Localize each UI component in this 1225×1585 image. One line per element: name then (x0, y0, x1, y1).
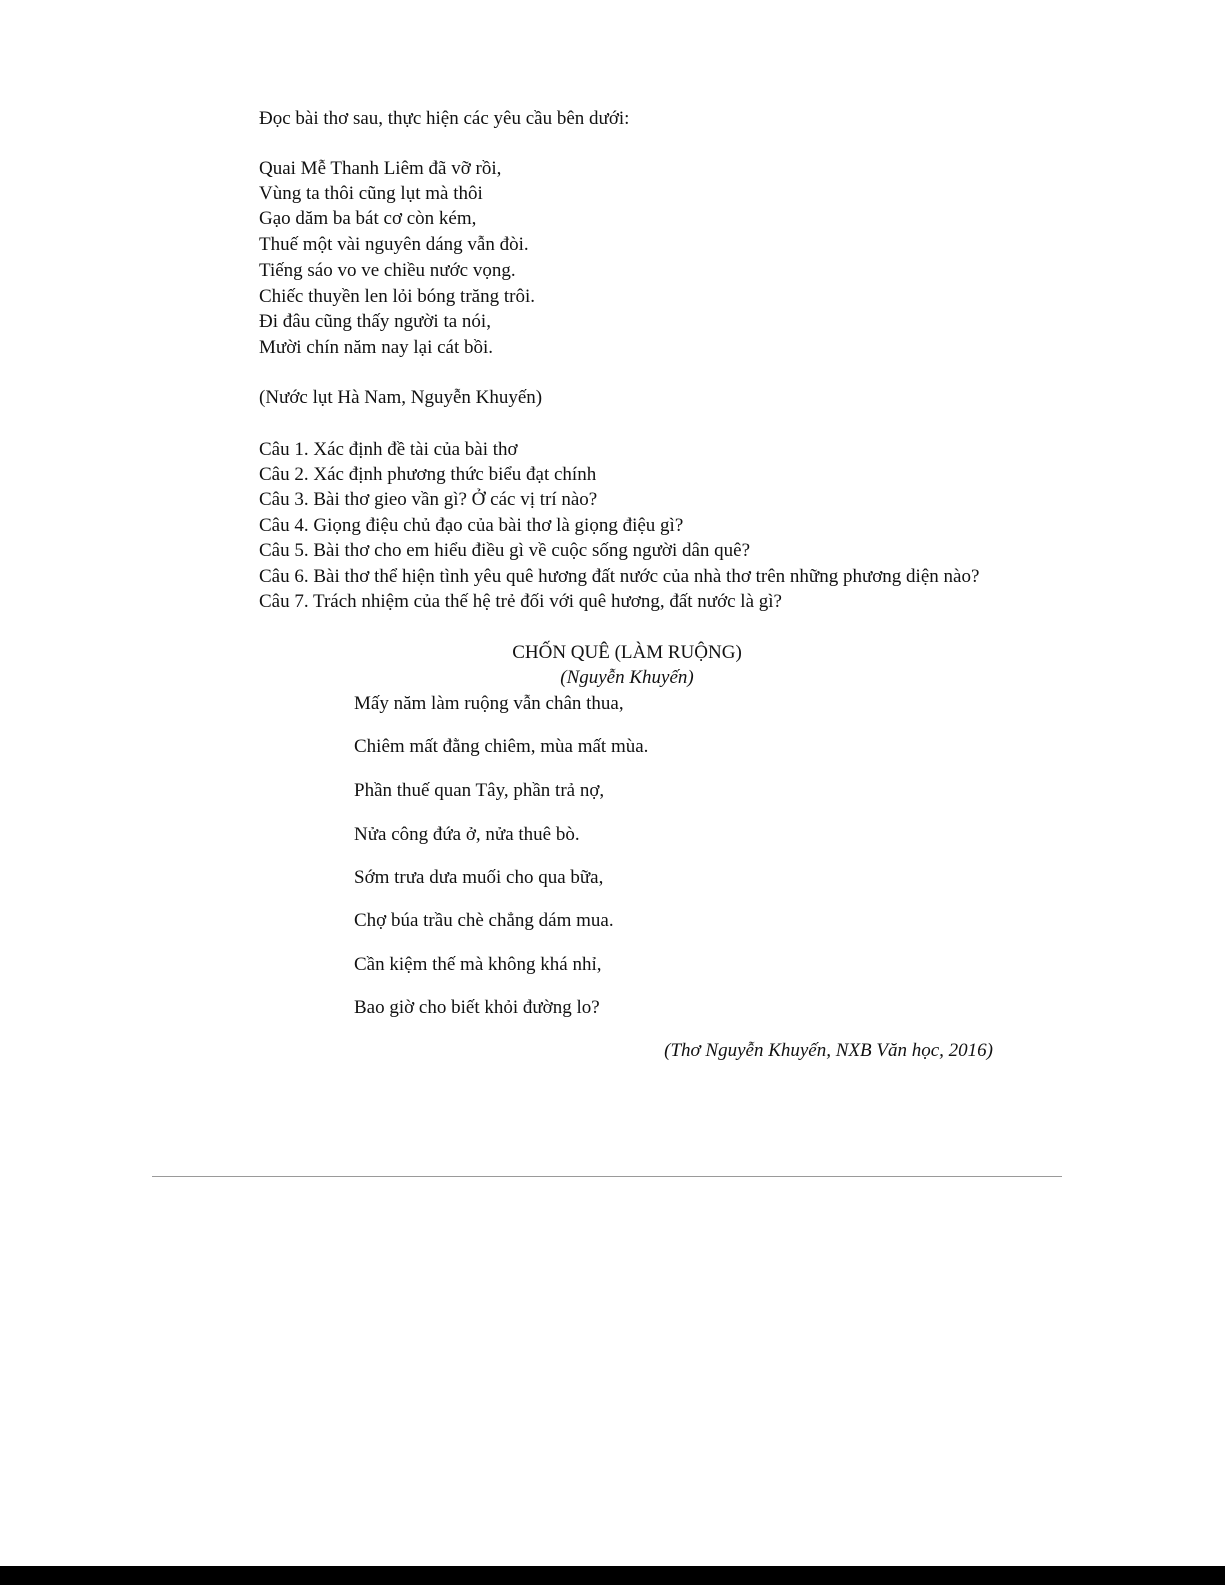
poem-1-line: Gạo dăm ba bát cơ còn kém, (259, 208, 477, 229)
poem-1-line: Đi đâu cũng thấy người ta nói, (259, 311, 491, 332)
question-item: Câu 5. Bài thơ cho em hiểu điều gì về cuộc sống người dân quê? (259, 540, 751, 561)
poem-1-line: Thuế một vài nguyên dáng vẫn đòi. (259, 234, 529, 255)
poem-2-source: (Thơ Nguyễn Khuyến, NXB Văn học, 2016) (664, 1040, 993, 1061)
instruction-text: Đọc bài thơ sau, thực hiện các yêu cầu bên dưới: (259, 108, 630, 129)
question-item: Câu 2. Xác định phương thức biểu đạt chính (259, 464, 597, 485)
poem-1-line: Chiếc thuyền len lỏi bóng trăng trôi. (259, 286, 535, 307)
question-item: Câu 3. Bài thơ gieo vần gì? Ở các vị trí nào? (259, 489, 598, 510)
poem-2-line: Chiêm mất đằng chiêm, mùa mất mùa. (354, 736, 649, 757)
question-item: Câu 6. Bài thơ thể hiện tình yêu quê hương đất nước của nhà thơ trên những phương diện nào? (259, 566, 980, 587)
poem-1-line: Vùng ta thôi cũng lụt mà thôi (259, 183, 483, 204)
question-item: Câu 4. Giọng điệu chủ đạo của bài thơ là giọng điệu gì? (259, 515, 684, 536)
poem-2-title: CHỐN QUÊ (LÀM RUỘNG) (512, 642, 742, 663)
poem-2-line: Mấy năm làm ruộng vẫn chân thua, (354, 693, 624, 714)
horizontal-divider (152, 1176, 1062, 1177)
poem-2-line: Chợ búa trầu chè chẳng dám mua. (354, 910, 614, 931)
question-item: Câu 7. Trách nhiệm của thế hệ trẻ đối với quê hương, đất nước là gì? (259, 591, 782, 612)
poem-2-line: Bao giờ cho biết khỏi đường lo? (354, 997, 600, 1018)
question-item: Câu 1. Xác định đề tài của bài thơ (259, 439, 518, 460)
bottom-edge-bar (0, 1566, 1225, 1585)
poem-1-line: Tiếng sáo vo ve chiều nước vọng. (259, 260, 516, 281)
poem-2-line: Sớm trưa dưa muối cho qua bữa, (354, 867, 604, 888)
poem-2-line: Nửa công đứa ở, nửa thuê bò. (354, 824, 580, 845)
poem-2-line: Phần thuế quan Tây, phần trả nợ, (354, 780, 605, 801)
poem-1-line: Mười chín năm nay lại cát bồi. (259, 337, 494, 358)
poem-2-author: (Nguyễn Khuyến) (560, 667, 694, 688)
poem-1-source: (Nước lụt Hà Nam, Nguyễn Khuyến) (259, 387, 543, 408)
poem-1-line: Quai Mễ Thanh Liêm đã vỡ rồi, (259, 158, 502, 179)
poem-2-line: Cần kiệm thế mà không khá nhỉ, (354, 954, 602, 975)
